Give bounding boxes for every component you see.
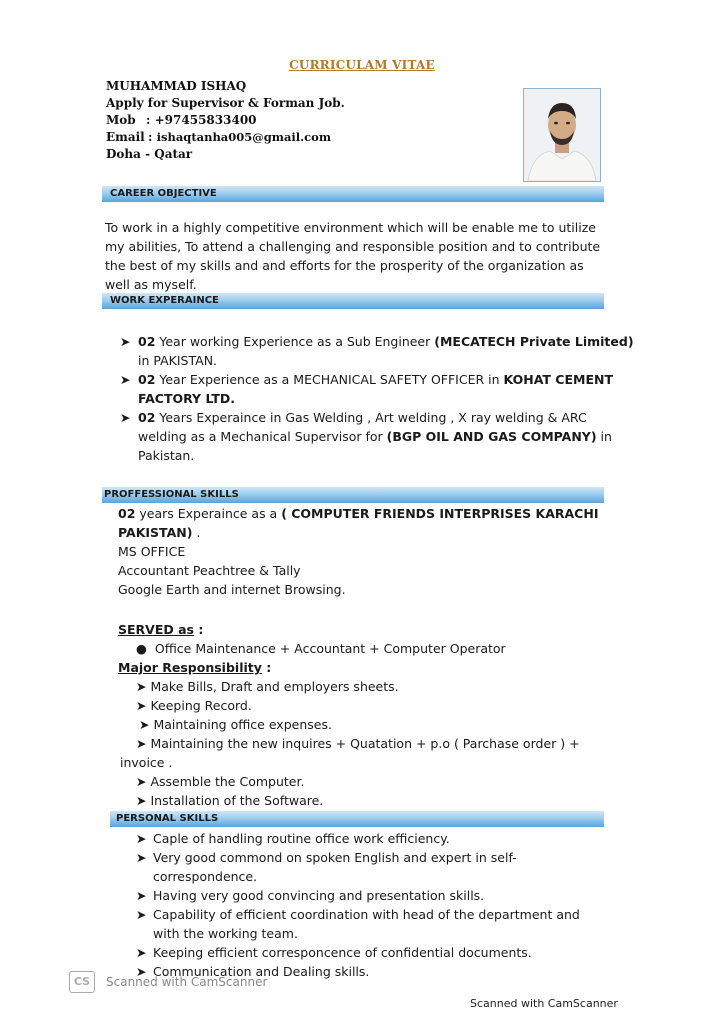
personal-skill-text: Caple of handling routine office work efficiency.	[153, 831, 450, 846]
personal-skill-text: correspondence.	[153, 869, 258, 884]
served-as-text: Office Maintenance + Accountant + Computer Operator	[154, 641, 506, 656]
personal-skills-list	[136, 829, 616, 981]
personal-skill-item	[136, 905, 616, 943]
work-text: in PAKISTAN.	[138, 353, 218, 368]
email-label: Email	[106, 130, 145, 144]
work-text: Pakistan.	[138, 448, 195, 463]
applicant-name: MUHAMMAD ISHAQ	[106, 79, 247, 93]
work-bold-text: (BGP OIL AND GAS COMPANY)	[386, 429, 597, 444]
bullet-dot-icon: ●	[136, 641, 147, 656]
work-experience-list	[118, 332, 638, 465]
arrow-bullet-icon: ➤	[136, 907, 147, 922]
personal-skill-text: Having very good convincing and presentation skills.	[153, 888, 485, 903]
list-item	[118, 696, 618, 715]
responsibility-text: Assemble the Computer.	[150, 774, 305, 789]
work-bold-text: 02	[138, 372, 156, 387]
career-line: the best of my skills and and efforts for the prosperity of the organization as	[105, 258, 584, 273]
responsibility-text: Installation of the Software.	[150, 793, 324, 808]
served-as-label: SERVED as	[118, 622, 194, 637]
work-bold-text: KOHAT CEMENT	[503, 372, 613, 387]
location: Doha - Qatar	[106, 147, 193, 161]
arrow-bullet-icon: ➤	[136, 888, 147, 903]
camscanner-footer: Scanned with CamScanner	[470, 997, 618, 1010]
work-bold-text: 02	[138, 410, 156, 425]
arrow-bullet-icon: ➤	[136, 698, 147, 713]
work-bold-text: (MECATECH Private Limited)	[434, 334, 634, 349]
work-line	[138, 446, 638, 465]
profile-photo	[523, 88, 601, 182]
major-responsibility-heading	[118, 658, 271, 677]
work-line	[138, 408, 638, 427]
responsibility-text: Keeping Record.	[150, 698, 252, 713]
arrow-bullet-icon: ➤	[136, 736, 147, 751]
camscanner-watermark: Scanned with CamScanner	[106, 975, 268, 989]
personal-skill-text: Very good commond on spoken English and expert in self-	[153, 850, 517, 865]
arrow-bullet-icon: ➤	[136, 679, 147, 694]
work-text: Years Experaince in Gas Welding , Art welding , X ray welding & ARC	[155, 410, 587, 425]
career-objective-text	[105, 218, 600, 294]
camscanner-logo: CS	[69, 971, 95, 993]
work-item	[118, 408, 638, 465]
arrow-bullet-icon: ➤	[136, 945, 147, 960]
personal-skill-text: Capability of efficient coordination with head of the department and	[153, 907, 580, 922]
arrow-bullet-icon: ➤	[120, 410, 131, 425]
arrow-bullet-icon: ➤	[136, 793, 147, 808]
cv-title: CURRICULAM VITAE	[289, 58, 435, 72]
work-line	[138, 427, 638, 446]
portrait-image	[524, 89, 600, 181]
work-line	[138, 351, 638, 370]
list-item	[118, 734, 618, 753]
career-objective-label: CAREER OBJECTIVE	[110, 188, 217, 199]
professional-line-2	[118, 523, 598, 542]
work-item	[118, 332, 638, 370]
email-line	[106, 129, 331, 146]
career-line: my abilities, To attend a challenging and responsible position and to contribute	[105, 239, 601, 254]
arrow-bullet-icon: ➤	[139, 717, 150, 732]
responsibility-text: Maintaining office expenses.	[153, 717, 332, 732]
work-text: in	[596, 429, 612, 444]
personal-skill-item	[136, 848, 616, 886]
personal-skill-text: with the working team.	[153, 926, 298, 941]
personal-skill-item	[136, 886, 616, 905]
list-item-continuation: invoice .	[120, 755, 173, 770]
work-experience-heading	[102, 293, 604, 309]
professional-skills-heading	[102, 487, 604, 503]
skill-item: Google Earth and internet Browsing.	[118, 582, 346, 597]
list-item	[118, 677, 618, 696]
personal-skill-item	[136, 943, 616, 962]
work-bold-text: FACTORY LTD.	[138, 391, 235, 406]
professional-skills-block	[118, 504, 598, 599]
personal-skill-text: Keeping efficient corresponcence of confidential documents.	[153, 945, 532, 960]
skill-item: Accountant Peachtree & Tally	[118, 563, 301, 578]
list-item	[118, 772, 618, 791]
personal-skill-text: Communication and Dealing skills.	[153, 964, 370, 979]
arrow-bullet-icon: ➤	[136, 964, 147, 979]
arrow-bullet-icon: ➤	[120, 372, 131, 387]
professional-text: years Experaince as a	[135, 506, 282, 521]
mobile-line	[106, 112, 257, 129]
work-text: Year Experience as a MECHANICAL SAFETY OFFICER in	[155, 372, 504, 387]
company-name: ( COMPUTER FRIENDS INTERPRISES KARACHI	[281, 506, 599, 521]
mobile-value: +97455833400	[154, 113, 257, 127]
work-line	[138, 370, 638, 389]
work-line	[138, 389, 638, 408]
personal-skill-item	[136, 829, 616, 848]
professional-skills-label: PROFFESSIONAL SKILLS	[104, 489, 239, 500]
arrow-bullet-icon: ➤	[136, 831, 147, 846]
list-item	[118, 791, 618, 810]
responsibility-text: Make Bills, Draft and employers sheets.	[150, 679, 399, 694]
responsibility-text: Maintaining the new inquires + Quatation + p.o ( Parchase order ) +	[150, 736, 580, 751]
personal-skills-label: PERSONAL SKILLS	[116, 813, 219, 824]
apply-line: Apply for Supervisor & Forman Job.	[106, 96, 345, 110]
arrow-bullet-icon: ➤	[136, 850, 147, 865]
work-line	[138, 332, 638, 351]
career-line: well as myself.	[105, 277, 197, 292]
arrow-bullet-icon: ➤	[120, 334, 131, 349]
work-item	[118, 370, 638, 408]
company-country: PAKISTAN)	[118, 525, 193, 540]
work-text: welding as a Mechanical Supervisor for	[138, 429, 387, 444]
served-as-item	[136, 639, 506, 658]
responsibility-list	[118, 677, 618, 810]
skill-item: MS OFFICE	[118, 544, 186, 559]
email-sep: :	[148, 130, 153, 144]
served-as-colon: :	[193, 622, 204, 637]
mobile-label: Mob	[106, 113, 136, 127]
work-bold-text: 02	[138, 334, 156, 349]
mobile-sep: :	[146, 113, 151, 127]
professional-period: .	[192, 525, 201, 540]
professional-line-1	[118, 504, 598, 523]
list-item	[118, 715, 618, 734]
work-experience-label: WORK EXPERAINCE	[110, 295, 219, 306]
career-objective-heading	[102, 186, 604, 202]
major-responsibility-label: Major Responsibility	[118, 660, 262, 675]
work-text: Year working Experience as a Sub Engineer	[155, 334, 435, 349]
career-line: To work in a highly competitive environment which will be enable me to utilize	[105, 220, 596, 235]
email-value: ishaqtanha005@gmail.com	[156, 130, 332, 144]
arrow-bullet-icon: ➤	[136, 774, 147, 789]
major-responsibility-colon: :	[261, 660, 272, 675]
personal-skills-heading	[110, 811, 604, 827]
years-number: 02	[118, 506, 136, 521]
served-as-heading	[118, 620, 203, 639]
